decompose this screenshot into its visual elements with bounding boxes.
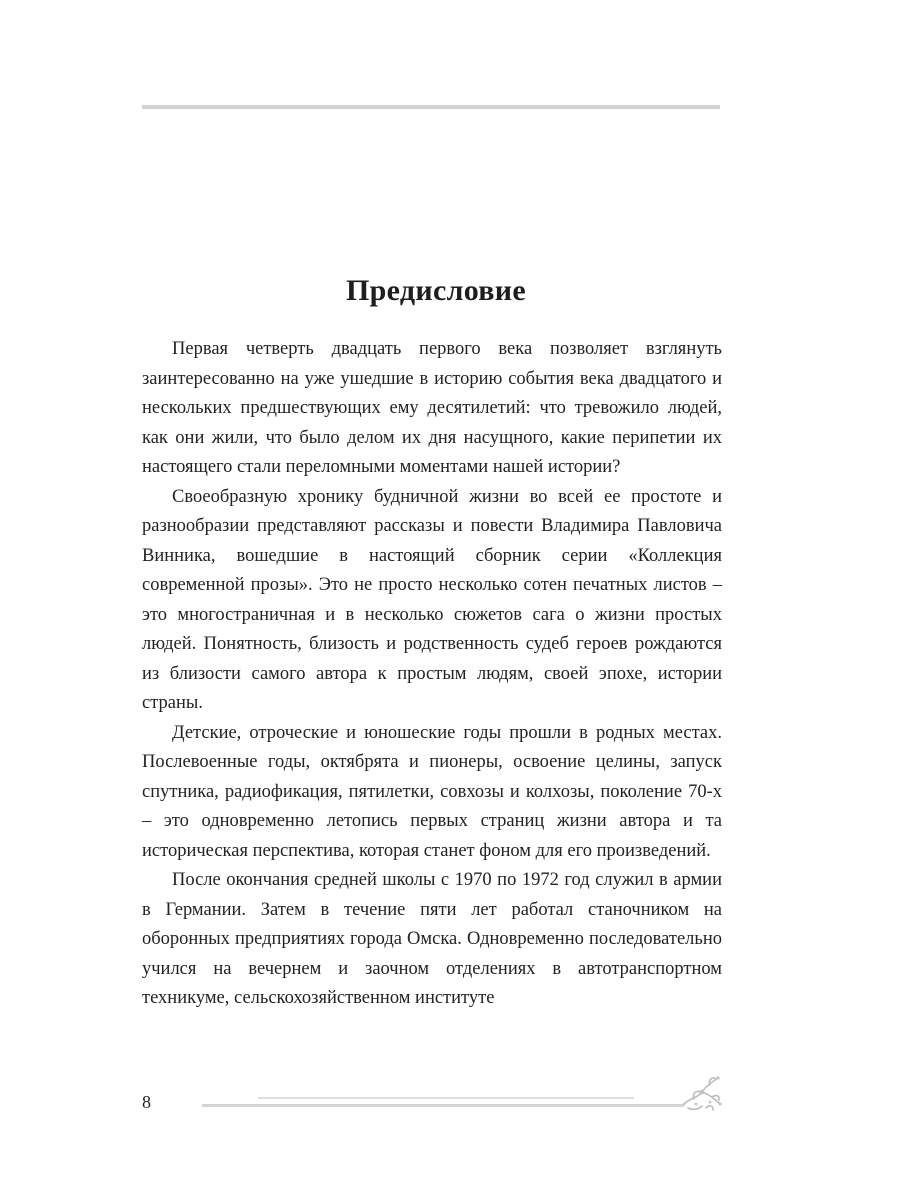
footer-rule-short	[258, 1097, 634, 1099]
floral-ornament-icon	[676, 1068, 726, 1114]
header-rule	[142, 105, 720, 109]
paragraph-2: Своеобразную хронику будничной жизни во всей ее простоте и разнообразии представляют рассказы и повести Владимира Павловича Винника, вошедшие в настоящий сборник серии «Коллекция современной прозы». Это не просто несколько сотен печатных листов – это многостраничная и в несколько сюжетов сага о жизни простых людей. Понятность, близость и родственность судеб героев рождаются из близости самого автора к простым людям, своей эпохе, истории страны.	[142, 486, 722, 713]
paragraph-1: Первая четверть двадцать первого века позволяет взглянуть заинтересованно на уже ушедшие в историю события века двадцатого и нескольких предшествующих ему десятилетий: что тревожило людей, как они жили, что было делом их дня насущного, какие перипетии их настоящего стали переломными моментами нашей истории?	[142, 339, 722, 477]
body-text	[142, 335, 722, 1014]
footer-rule	[202, 1104, 684, 1107]
paragraph-4: После окончания средней школы с 1970 по 1972 год служил в армии в Германии. Затем в течение пяти лет работал станочником на оборонных предприятиях города Омска. Одновременно последовательно учился на вечернем и заочном отделениях в автотранспортном техникуме, сельскохозяйственном институте	[142, 870, 722, 1008]
paragraph-3: Детские, отроческие и юношеские годы прошли в родных местах. Послевоенные годы, октябрята и пионеры, освоение целины, запуск спутника, радиофикация, пятилетки, совхозы и колхозы, поколение 70-х – это одновременно летопись первых страниц жизни автора и та историческая перспектива, которая станет фоном для его произведений.	[142, 722, 722, 861]
page-number: 8	[142, 1092, 151, 1112]
chapter-title: Предисловие	[346, 274, 526, 307]
